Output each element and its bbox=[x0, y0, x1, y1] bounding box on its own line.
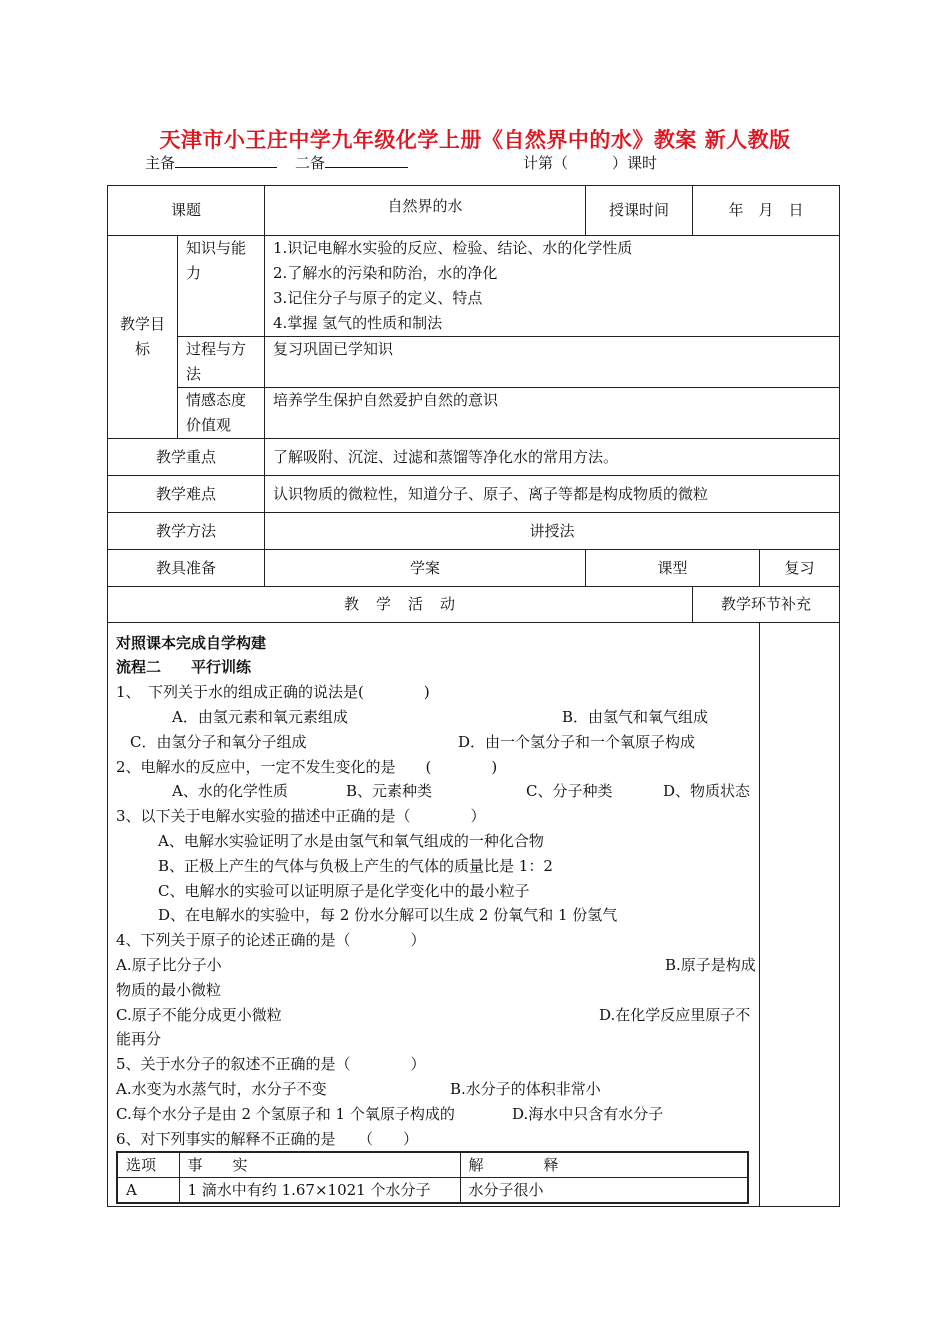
question-1: 1、 下列关于水的组成正确的说法是( ) bbox=[116, 683, 430, 702]
lesson-type-label: 课型 bbox=[586, 550, 760, 587]
option-continued: 能再分 bbox=[116, 1030, 162, 1049]
question-6: 6、对下列事实的解释不正确的是 （ ） bbox=[116, 1129, 419, 1148]
section-heading: 对照课本完成自学构建 bbox=[116, 633, 267, 652]
process-label: 过程与方法 bbox=[178, 337, 265, 388]
ketii-label: 课题 bbox=[108, 186, 265, 236]
lesson-type-value: 复习 bbox=[760, 550, 840, 587]
question-3: 3、以下关于电解水实验的描述中正确的是（ ） bbox=[116, 807, 486, 826]
option: C、电解水的实验可以证明原子是化学变化中的最小粒子 bbox=[158, 881, 530, 900]
focus-value: 了解吸附、沉淀、过滤和蒸馏等净化水的常用方法。 bbox=[265, 439, 840, 476]
option: B、正极上产生的气体与负极上产生的气体的质量比是 1：2 bbox=[158, 856, 553, 875]
option: C、分子种类 bbox=[526, 782, 613, 801]
date-value: 年 月 日 bbox=[693, 186, 840, 236]
prep-label: 教具准备 bbox=[108, 550, 265, 587]
option: D、物质状态 bbox=[663, 782, 751, 801]
q6-cell: 水分子很小 bbox=[460, 1178, 748, 1204]
meta-keshi: 计第（ ）课时 bbox=[523, 154, 658, 172]
supplement-cell bbox=[760, 623, 840, 1207]
option: A、电解水实验证明了水是由氢气和氧气组成的一种化合物 bbox=[158, 832, 544, 850]
option: B.水分子的体积非常小 bbox=[450, 1079, 601, 1098]
option: D．由一个氢分子和一个氧原子构成 bbox=[458, 732, 696, 751]
knowledge-item: 3.记住分子与原子的定义、特点 bbox=[273, 289, 483, 307]
option: C.每个水分子是由 2 个氢原子和 1 个氧原子构成的 bbox=[116, 1104, 455, 1123]
option: C．由氢分子和氧分子组成 bbox=[130, 732, 307, 751]
question-5-options bbox=[116, 1102, 751, 1127]
question-4-options bbox=[116, 953, 756, 978]
process-value: 复习巩固已学知识 bbox=[265, 337, 840, 388]
option: A、水的化学性质 bbox=[172, 782, 288, 801]
option: A．由氢元素和氧元素组成 bbox=[172, 708, 348, 727]
option: A.原子比分子小 bbox=[116, 955, 222, 974]
option: D.在化学反应里原子不 bbox=[599, 1005, 751, 1024]
option-continued: 物质的最小微粒 bbox=[116, 980, 222, 999]
option: B.原子是构成 bbox=[665, 955, 756, 974]
activity-header: 教 学 活 动 bbox=[108, 587, 693, 623]
meta-zhubei: 主备 bbox=[145, 152, 277, 173]
knowledge-label: 知识与能力 bbox=[178, 236, 265, 337]
question-5: 5、关于水分子的叙述不正确的是（ ） bbox=[116, 1055, 426, 1074]
focus-label: 教学重点 bbox=[108, 439, 265, 476]
question-2: 2、电解水的反应中，一定不发生变化的是 ( ) bbox=[116, 757, 498, 776]
q6-cell: A bbox=[117, 1178, 179, 1204]
goals-label: 教学目标 bbox=[108, 236, 178, 439]
option: B、元素种类 bbox=[346, 782, 433, 801]
q6-header-option: 选项 bbox=[117, 1152, 179, 1178]
emotion-label: 情感态度价值观 bbox=[178, 388, 265, 439]
question-1-options bbox=[116, 705, 751, 730]
question-5-options bbox=[116, 1077, 751, 1102]
emotion-value: 培养学生保护自然爱护自然的意识 bbox=[265, 388, 840, 439]
q6-table bbox=[116, 1151, 749, 1204]
q6-header-fact: 事 实 bbox=[179, 1152, 460, 1178]
option: B．由氢气和氧气组成 bbox=[562, 708, 709, 727]
q6-cell: 1 滴水中有约 1.67×1021 个水分子 bbox=[179, 1178, 460, 1204]
difficulty-value: 认识物质的微粒性，知道分子、原子、离子等都是构成物质的微粒 bbox=[265, 476, 840, 513]
knowledge-item: 4.掌握 氢气的性质和制法 bbox=[273, 314, 443, 332]
method-value: 讲授法 bbox=[265, 513, 840, 550]
lesson-title: 自然界的水 bbox=[265, 186, 586, 236]
option: C.原子不能分成更小微粒 bbox=[116, 1005, 282, 1024]
question-4: 4、下列关于原子的论述正确的是（ ） bbox=[116, 931, 426, 950]
knowledge-item: 1.识记电解水实验的反应、检验、结论、水的化学性质 bbox=[273, 239, 633, 257]
document-title: 天津市小王庄中学九年级化学上册《自然界中的水》教案 新人教版 bbox=[159, 128, 791, 152]
q6-header-explanation: 解 释 bbox=[460, 1152, 748, 1178]
time-label: 授课时间 bbox=[586, 186, 693, 236]
option: D、在电解水的实验中，每 2 份水分解可以生成 2 份氧气和 1 份氢气 bbox=[158, 906, 618, 925]
option: A.水变为水蒸气时，水分子不变 bbox=[116, 1079, 327, 1098]
meta-erbei: 二备 bbox=[295, 152, 408, 173]
question-4-options bbox=[116, 1003, 751, 1028]
activity-content bbox=[108, 623, 760, 1207]
prep-value: 学案 bbox=[265, 550, 586, 587]
section-heading: 流程二 平行训练 bbox=[116, 658, 252, 677]
knowledge-items bbox=[265, 236, 840, 337]
question-1-options bbox=[116, 730, 751, 755]
method-label: 教学方法 bbox=[108, 513, 265, 550]
option: D.海水中只含有水分子 bbox=[512, 1104, 664, 1123]
difficulty-label: 教学难点 bbox=[108, 476, 265, 513]
lesson-plan-table bbox=[107, 185, 840, 1207]
knowledge-item: 2.了解水的污染和防治，水的净化 bbox=[273, 264, 498, 282]
question-2-options bbox=[116, 779, 751, 804]
supplement-header: 教学环节补充 bbox=[693, 587, 840, 623]
